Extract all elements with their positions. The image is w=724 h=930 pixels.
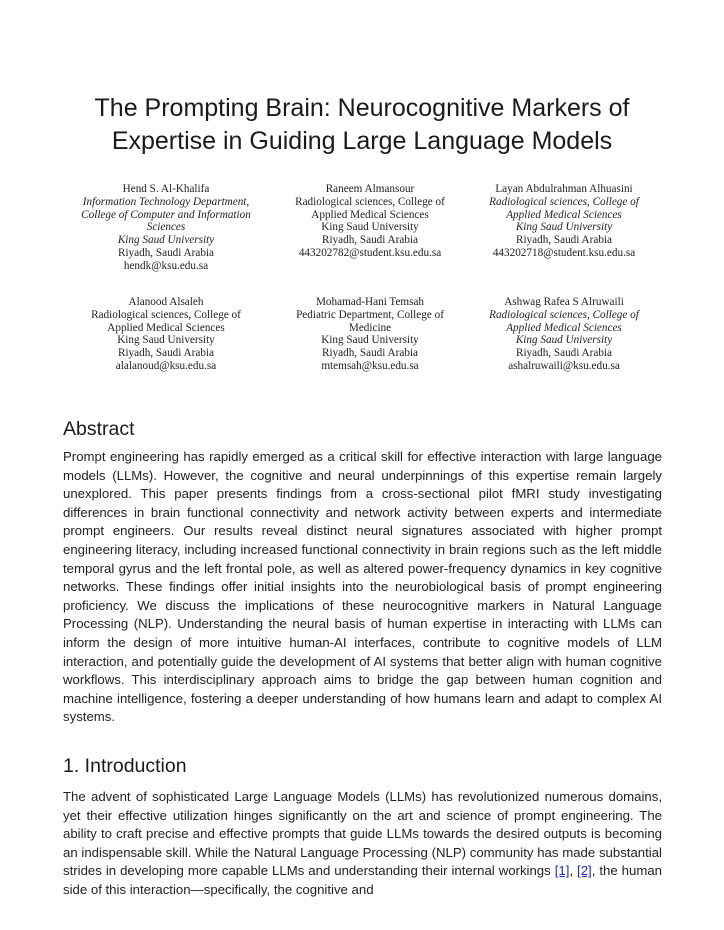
author-affiliation: Applied Medical Sciences: [506, 321, 622, 334]
author-university: King Saud University: [117, 234, 215, 247]
intro-text-after: , the human side of this interaction—specifically, the cognitive and: [63, 863, 662, 897]
citation-separator: ,: [569, 863, 578, 879]
author-block: [260, 296, 480, 373]
author-email: alalanoud@ksu.edu.sa: [115, 359, 217, 372]
author-location: Riyadh, Saudi Arabia: [321, 347, 418, 360]
author-university: King Saud University: [321, 334, 419, 347]
author-email: mtemsah@ksu.edu.sa: [321, 359, 419, 372]
author-email: ashalruwaili@ksu.edu.sa: [508, 359, 620, 372]
author-block: [56, 183, 276, 273]
author-university: King Saud University: [321, 221, 419, 234]
author-email: hendk@ksu.edu.sa: [123, 259, 209, 272]
author-affiliation: Medicine: [348, 321, 392, 334]
author-affiliation: Radiological sciences, College of: [489, 308, 639, 321]
intro-text-before: The advent of sophisticated Large Language Models (LLMs) has revolutionized numerous domains, yet their effective utilization hinges significantly on the art and science of prompt engineering. The ability to craft precise and effective prompts that guide LLMs towards the desired outputs is becoming an indispensable skill. While the Natural Language Processing (NLP) community has made substantial strides in developing more capable LLMs and understanding their internal workings: [63, 789, 662, 879]
paper-title: [40, 92, 684, 158]
author-affiliation: Applied Medical Sciences: [506, 208, 622, 221]
author-email: 443202782@student.ksu.edu.sa: [298, 246, 442, 259]
author-affiliation: Pediatric Department, College of: [296, 308, 444, 321]
author-affiliation: Sciences: [146, 221, 186, 234]
introduction-text: [63, 788, 662, 900]
author-name: Ashwag Rafea S Alruwaili: [504, 296, 624, 308]
author-affiliation: Applied Medical Sciences: [107, 321, 225, 334]
title-line-1: The Prompting Brain: Neurocognitive Markers of: [94, 94, 630, 122]
author-name: Alanood Alsaleh: [128, 296, 204, 308]
abstract-heading: Abstract: [63, 418, 135, 440]
author-university: King Saud University: [515, 334, 613, 347]
author-block: [260, 183, 480, 260]
author-name: Layan Abdulrahman Alhuasini: [495, 183, 633, 195]
author-affiliation: Radiological sciences, College of: [489, 195, 639, 208]
author-block: [56, 296, 276, 373]
citation-link-1[interactable]: [1]: [554, 863, 570, 879]
author-email: 443202718@student.ksu.edu.sa: [492, 246, 636, 259]
author-affiliation: College of Computer and Information: [81, 208, 251, 221]
author-location: Riyadh, Saudi Arabia: [117, 246, 214, 259]
author-location: Riyadh, Saudi Arabia: [117, 347, 214, 360]
author-block: [454, 183, 674, 260]
author-university: King Saud University: [117, 334, 215, 347]
author-location: Riyadh, Saudi Arabia: [515, 234, 612, 247]
author-affiliation: Information Technology Department,: [82, 195, 250, 208]
author-affiliation: Applied Medical Sciences: [311, 208, 429, 221]
title-line-2: Expertise in Guiding Large Language Models: [111, 127, 613, 155]
author-block: [454, 296, 674, 373]
citation-link-2[interactable]: [2]: [577, 863, 592, 879]
author-name: Raneem Almansour: [325, 183, 415, 195]
author-affiliation: Radiological sciences, College of: [91, 308, 241, 321]
introduction-heading: 1. Introduction: [63, 755, 187, 777]
author-name: Mohamad-Hani Temsah: [315, 296, 425, 308]
abstract-text: Prompt engineering has rapidly emerged as a critical skill for effective interaction with large language models (LLMs). However, the cognitive and neural underpinnings of this expertise remain largely unexplored. This paper presents findings from a cross-sectional pilot fMRI study investigating differences in brain functional connectivity and network activity between experts and intermediate prompt engineers. Our results reveal distinct neural signatures associated with higher prompt engineering literacy, including increased functional connectivity in brain regions such as the left middle temporal gyrus and the left frontal pole, as well as altered power-frequency dynamics in key cognitive networks. These findings offer initial insights into the neurobiological basis of prompt engineering proficiency. We discuss the implications of these neurocognitive markers in Natural Language Processing (NLP). Understanding the neural basis of human expertise in interacting with LLMs can inform the design of more intuitive human-AI interfaces, contribute to cognitive models of LLM interaction, and potentially guide the development of AI systems that better align with human cognitive workflows. This interdisciplinary approach aims to bridge the gap between human cognition and machine intelligence, fostering a deeper understanding of how humans learn and adapt to complex AI systems.: [63, 449, 662, 725]
author-affiliation: Radiological sciences, College of: [295, 195, 445, 208]
author-location: Riyadh, Saudi Arabia: [515, 347, 612, 360]
author-university: King Saud University: [515, 221, 613, 234]
author-name: Hend S. Al-Khalifa: [122, 183, 210, 195]
author-location: Riyadh, Saudi Arabia: [321, 234, 418, 247]
